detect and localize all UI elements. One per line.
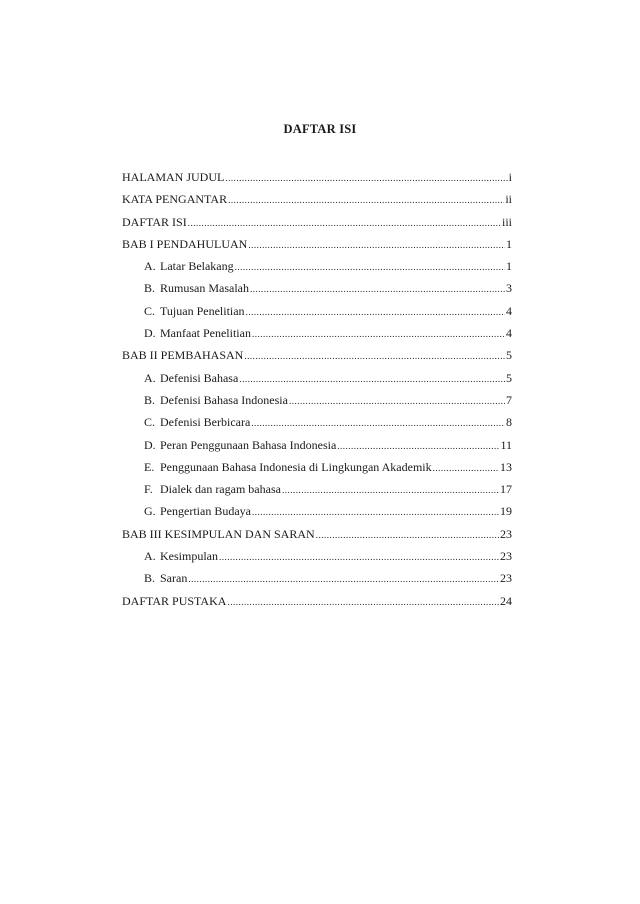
toc-entry: [122, 393, 512, 415]
toc-dot-leader: [252, 329, 505, 339]
page-title: DAFTAR ISI: [283, 122, 357, 136]
toc-entry-label: BAB I PENDAHULUAN: [122, 236, 248, 251]
toc-entry-page-number: 11: [500, 437, 512, 452]
toc-entry-marker: B.: [144, 571, 156, 586]
toc-entry: [122, 215, 512, 237]
toc-entry-page-number: 4: [506, 326, 512, 341]
toc-entry-page-number: 24: [500, 593, 512, 608]
toc-entry-page-number: 17: [500, 482, 512, 497]
toc-entry-page-number: 19: [500, 504, 512, 519]
toc-entry: [122, 549, 512, 571]
toc-entry-page-number: 23: [500, 526, 512, 541]
toc-dot-leader: [316, 530, 499, 540]
toc-dot-leader: [250, 284, 505, 294]
toc-dot-leader: [228, 195, 504, 205]
toc-entry-marker: C.: [144, 303, 156, 318]
toc-entry: [122, 371, 512, 393]
toc-entry: [122, 438, 512, 460]
toc-entry: [122, 504, 512, 526]
toc-dot-leader: [252, 507, 499, 517]
toc-dot-leader: [219, 552, 499, 562]
toc-dot-leader: [289, 396, 505, 406]
toc-entry-marker: E.: [144, 459, 155, 474]
toc-entry-marker: A.: [144, 549, 156, 564]
toc-entry-label: Penggunaan Bahasa Indonesia di Lingkungan Akademik: [160, 459, 432, 474]
toc-entry-label: DAFTAR ISI: [122, 214, 187, 229]
toc-entry: [122, 304, 512, 326]
toc-entry-page-number: iii: [501, 214, 512, 229]
toc-dot-leader: [337, 441, 499, 451]
toc-dot-leader: [227, 597, 499, 607]
toc-entry-label: Tujuan Penelitian: [160, 303, 245, 318]
toc-dot-leader: [282, 485, 499, 495]
toc-entry-marker: F.: [144, 482, 153, 497]
toc-entry-label: HALAMAN JUDUL: [122, 170, 225, 184]
toc-entry-marker: C.: [144, 415, 156, 430]
toc-entry-label: Pengertian Budaya: [160, 504, 251, 519]
toc-dot-leader: [244, 351, 505, 361]
toc-entry-page-number: 3: [506, 281, 512, 296]
toc-entry-label: Saran: [160, 571, 188, 586]
toc-entry-page-number: 4: [506, 303, 512, 318]
toc-entry-page-number: 1: [506, 259, 512, 274]
toc-dot-leader: [188, 574, 499, 584]
toc-entry-label: Defenisi Bahasa Indonesia: [160, 392, 288, 407]
toc-entry-marker: D.: [144, 437, 156, 452]
toc-entry: [122, 415, 512, 437]
toc-entry-page-number: 7: [506, 392, 512, 407]
toc-entry-marker: A.: [144, 259, 156, 274]
toc-entry: [122, 326, 512, 348]
toc-entry-marker: B.: [144, 281, 156, 296]
toc-entry-label: Dialek dan ragam bahasa: [160, 482, 281, 497]
toc-entry-page-number: 5: [506, 348, 512, 363]
toc-dot-leader: [248, 240, 505, 250]
toc-entry-label: KATA PENGANTAR: [122, 192, 228, 207]
toc-entry-marker: D.: [144, 326, 156, 341]
toc-dot-leader: [251, 418, 505, 428]
toc-entry-marker: A.: [144, 370, 156, 385]
toc-entry-label: Kesimpulan: [160, 549, 218, 564]
toc-entry-marker: B.: [144, 392, 156, 407]
toc-entry: [122, 460, 512, 482]
toc-entry-label: Defenisi Berbicara: [160, 415, 251, 430]
table-of-contents: [122, 170, 512, 616]
toc-entry-page-number: ii: [505, 192, 512, 207]
toc-entry-page-number: 23: [500, 549, 512, 564]
toc-entry-label: Manfaat Penelitian: [160, 326, 251, 341]
toc-entry-page-number: i: [508, 170, 512, 184]
toc-entry-label: Peran Penggunaan Bahasa Indonesia: [160, 437, 337, 452]
toc-entry-marker: G.: [144, 504, 156, 519]
toc-entry-page-number: 1: [506, 236, 512, 251]
toc-entry-page-number: 13: [500, 459, 512, 474]
toc-entry: [122, 237, 512, 259]
toc-entry: [122, 571, 512, 593]
toc-entry: [122, 259, 512, 281]
toc-dot-leader: [235, 262, 505, 272]
toc-entry: [122, 594, 512, 616]
toc-entry: [122, 482, 512, 504]
toc-entry: [122, 527, 512, 549]
toc-dot-leader: [225, 173, 507, 183]
toc-entry-label: BAB III KESIMPULAN DAN SARAN: [122, 526, 315, 541]
toc-entry-page-number: 23: [500, 571, 512, 586]
toc-dot-leader: [246, 307, 505, 317]
toc-entry-label: Latar Belakang: [160, 259, 234, 274]
toc-entry: [122, 192, 512, 214]
toc-entry-label: Rumusan Masalah: [160, 281, 249, 296]
toc-entry: [122, 170, 512, 192]
toc-entry-label: Defenisi Bahasa: [160, 370, 239, 385]
toc-entry: [122, 281, 512, 303]
toc-entry-page-number: 5: [506, 370, 512, 385]
toc-entry-label: BAB II PEMBAHASAN: [122, 348, 244, 363]
toc-entry-page-number: 8: [506, 415, 512, 430]
toc-entry: [122, 348, 512, 370]
toc-entry-label: DAFTAR PUSTAKA: [122, 593, 227, 608]
toc-dot-leader: [239, 374, 505, 384]
toc-dot-leader: [433, 463, 499, 473]
toc-dot-leader: [188, 218, 501, 228]
